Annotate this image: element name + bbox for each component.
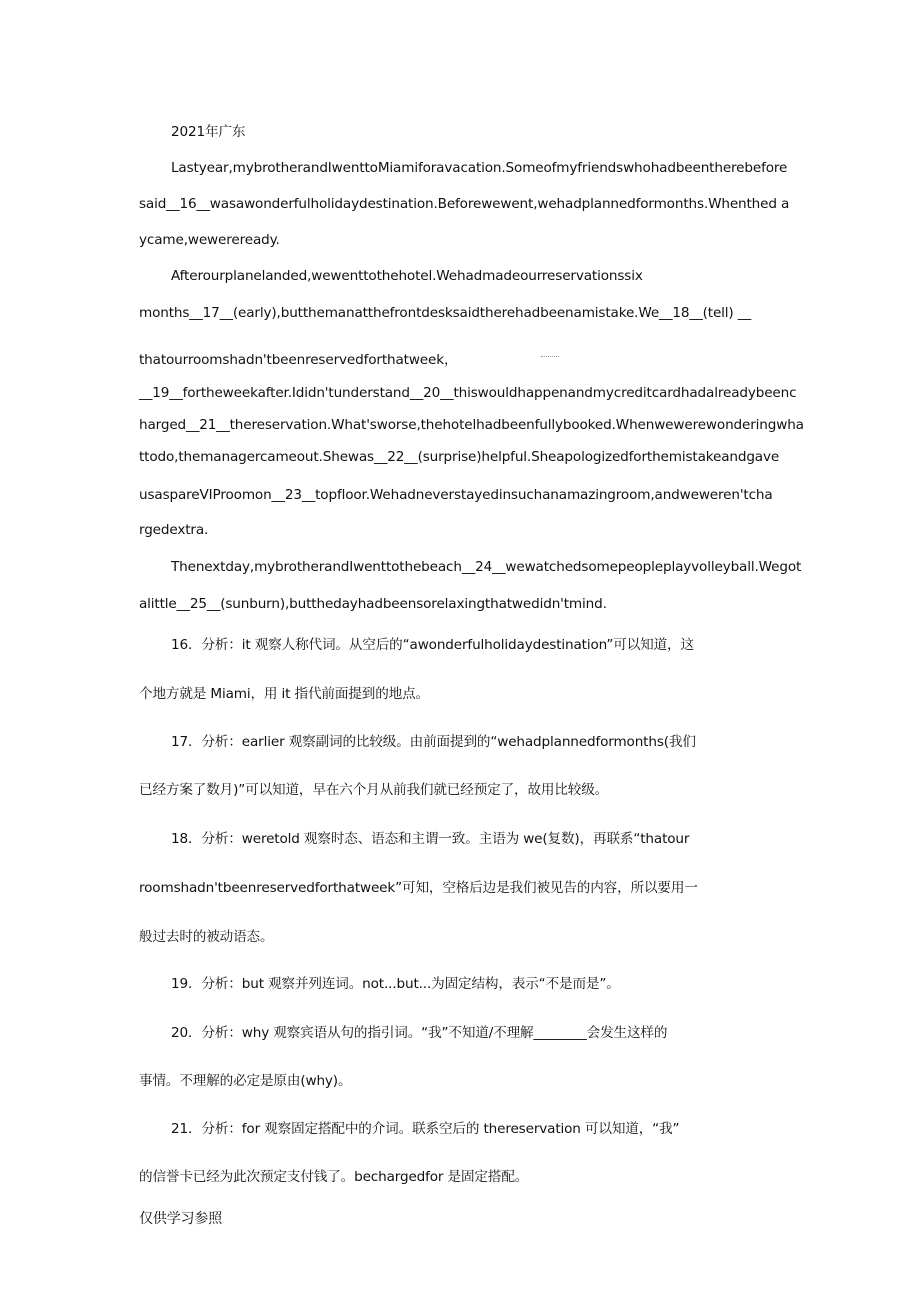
document-header: 2021年广东	[171, 124, 246, 140]
passage-line: Lastyear,mybrotherandIwenttoMiamiforavacation.Someofmyfriendswhohadbeentherebefore	[171, 160, 788, 176]
passage-line: thatourroomshadn'tbeenreservedforthatweek，	[139, 352, 458, 368]
footer-note: 仅供学习参照	[139, 1211, 223, 1227]
passage-line: __19__fortheweekafter.Ididn'tunderstand__20__thiswouldhappenandmycreditcardhadalreadybeenc	[139, 385, 797, 401]
analysis-line: 般过去时的被动语态。	[139, 929, 274, 945]
passage-line: rgedextra.	[139, 522, 209, 538]
passage-line: usaspareVIProomon__23__topfloor.Wehadneverstayedinsuchanamazingroom,andweweren'tcha	[139, 487, 773, 503]
passage-line: said__16__wasawonderfulholidaydestination.Beforewewent,wehadplannedformonths.Whenthed a	[139, 196, 790, 212]
passage-line: Afterourplanelanded,wewenttothehotel.Wehadmadeourreservationssix	[171, 268, 643, 284]
analysis-line: 17．分析：earlier 观察副词的比较级。由前面提到的“wehadplannedformonths(我们	[171, 734, 696, 750]
passage-line: months__17__(early),butthemanatthefrontdesksaidtherehadbeenamistake.We__18__(tell) __	[139, 305, 752, 321]
passage-line: harged__21__thereservation.What'sworse,thehotelhadbeenfullybooked.Whenwewerewonderingwha	[139, 417, 804, 433]
analysis-line: 已经方案了数月)”可以知道，早在六个月从前我们就已经预定了，故用比较级。	[139, 782, 609, 798]
passage-line: Thenextday,mybrotherandIwenttothebeach__24__wewatchedsomepeopleplayvolleyball.Wegot	[171, 559, 802, 575]
analysis-line: 20．分析：why 观察宾语从句的指引词。“我”不知道/不理解________会发生这样的	[171, 1025, 668, 1041]
analysis-line: 的信誉卡已经为此次预定支付钱了。bechargedfor 是固定搭配。	[139, 1169, 529, 1185]
scan-mark	[541, 356, 559, 358]
analysis-line: 21．分析：for 观察固定搭配中的介词。联系空后的 thereservation 可以知道，“我”	[171, 1121, 680, 1137]
analysis-line: 个地方就是 Miami，用 it 指代前面提到的地点。	[139, 686, 429, 702]
analysis-line: 事情。不理解的必定是原由(why)。	[139, 1073, 352, 1089]
analysis-line: 19．分析：but 观察并列连词。not...but...为固定结构，表示“不是而是”。	[171, 976, 620, 992]
passage-line: ycame,wewereready.	[139, 232, 280, 248]
passage-line: ttodo,themanagercameout.Shewas__22__(surprise)helpful.Sheapologizedforthemistakeandgave	[139, 449, 780, 465]
analysis-line: 18．分析：weretold 观察时态、语态和主谓一致。主语为 we(复数)，再联系“thatour	[171, 831, 690, 847]
analysis-line: roomshadn'tbeenreservedforthatweek”可知，空格后边是我们被见告的内容，所以要用一	[139, 880, 698, 896]
analysis-line: 16．分析：it 观察人称代词。从空后的“awonderfulholidaydestination”可以知道，这	[171, 637, 694, 653]
passage-line: alittle__25__(sunburn),butthedayhadbeensorelaxingthatwedidn'tmind.	[139, 596, 607, 612]
